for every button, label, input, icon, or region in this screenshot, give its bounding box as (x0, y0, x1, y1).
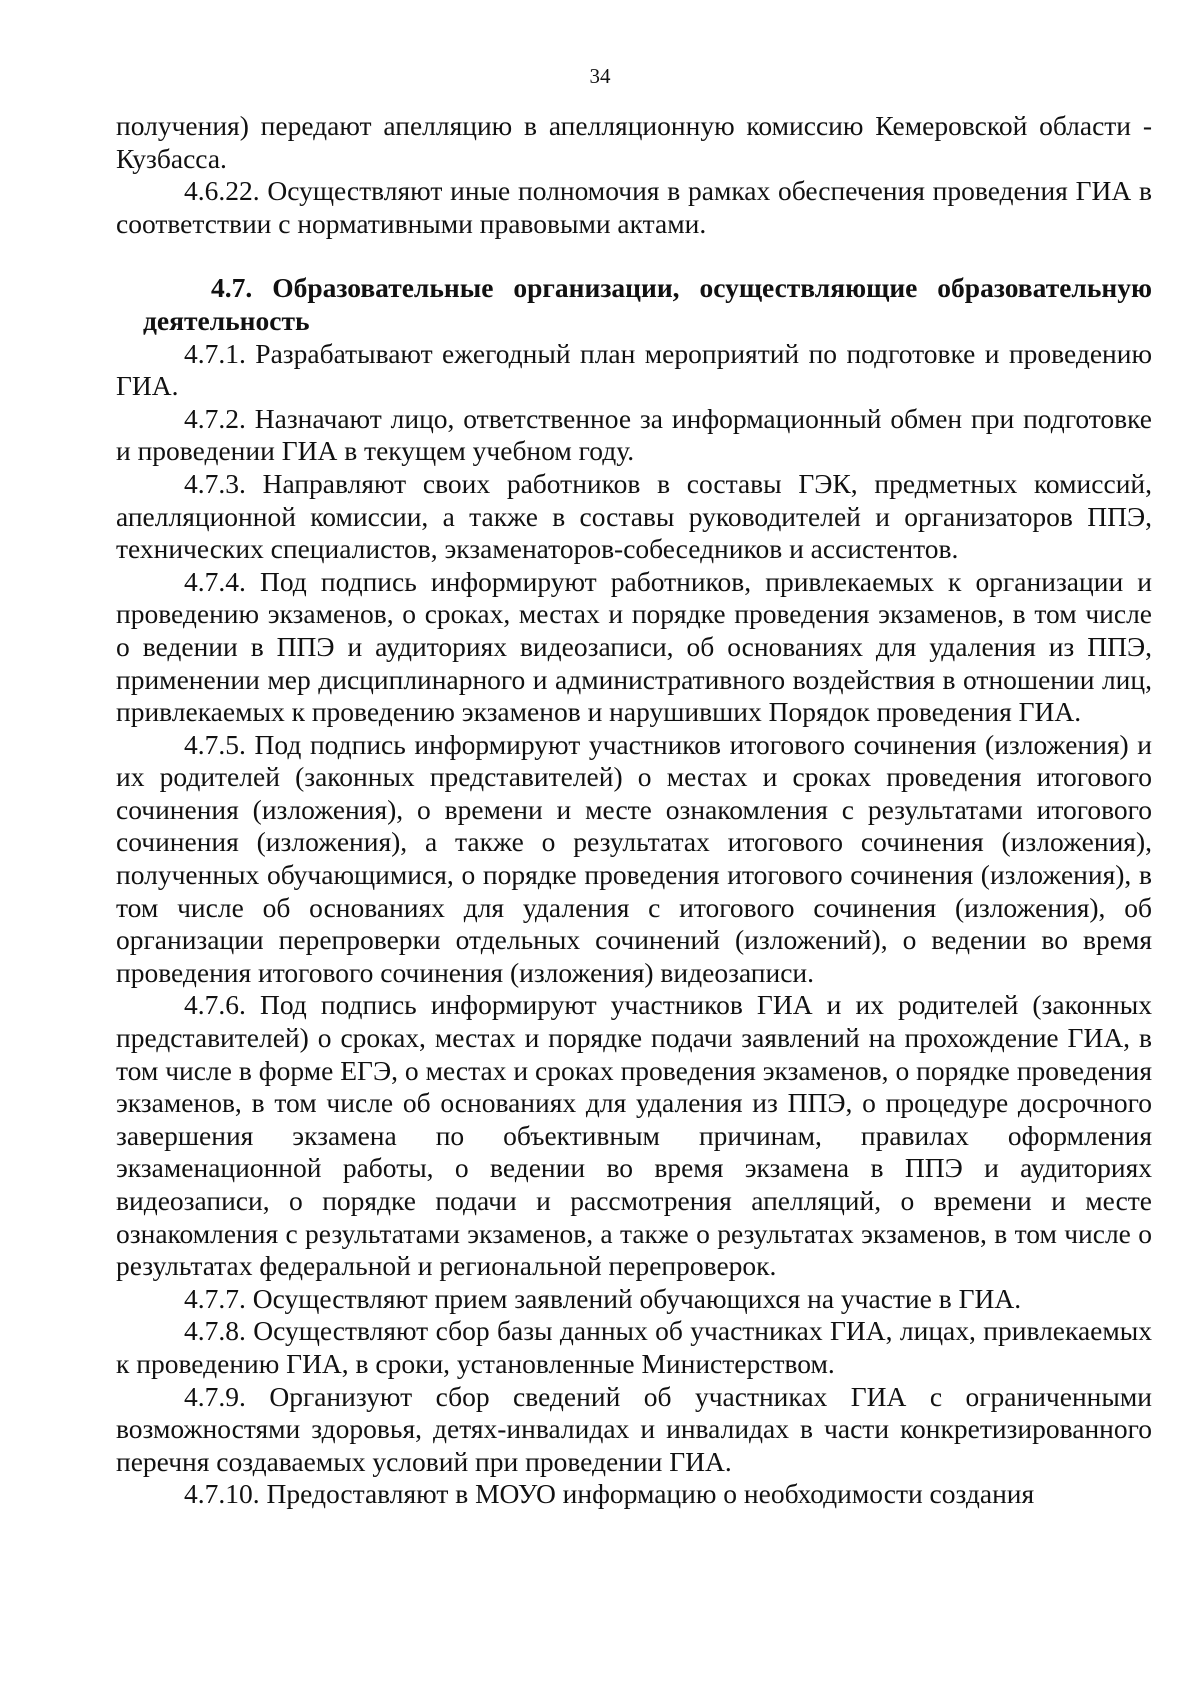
paragraph-4-7-3: 4.7.3. Направляют своих работников в составы ГЭК, предметных комиссий, апелляционной комиссии, а также в составы руководителей и организаторов ППЭ, технических специалистов, экзаменаторов-собеседников и ассистентов. (116, 467, 1152, 565)
page-number: 34 (589, 64, 611, 88)
paragraph-4-7-7: 4.7.7. Осуществляют прием заявлений обучающихся на участие в ГИА. (184, 1282, 1022, 1314)
section-heading-4-7: 4.7. Образовательные организации, осуществляющие образовательную деятельность (143, 272, 1152, 336)
paragraph-4-7-5: 4.7.5. Под подпись информируют участников итогового сочинения (изложения) и их родителей (законных представителей) о местах и сроках проведения итогового сочинения (изложения), о времени и месте ознакомления с результатами итогового сочинения (изложения), а также о результатах итогового сочинения (изложения), полученных обучающимися, о порядке проведения итогового сочинения (изложения), в том числе об основаниях для удаления с итогового сочинения (изложения), об организации перепроверки отдельных сочинений (изложений), о ведении во время проведения итогового сочинения (изложения) видеозаписи. (116, 728, 1152, 988)
paragraph-4-7-9: 4.7.9. Организуют сбор сведений об участниках ГИА с ограниченными возможностями здоровья, детях-инвалидах и инвалидах в части конкретизированного перечня создаваемых условий при проведении ГИА. (116, 1380, 1152, 1477)
paragraph-4-7-2: 4.7.2. Назначают лицо, ответственное за информационный обмен при подготовке и проведении ГИА в текущем учебном году. (116, 402, 1152, 467)
paragraph-4-7-10: 4.7.10. Предоставляют в МОУО информацию о необходимости создания (184, 1478, 1035, 1510)
paragraph-4-6-22: 4.6.22. Осуществляют иные полномочия в рамках обеспечения проведения ГИА в соответствии с нормативными правовыми актами. (116, 175, 1152, 239)
paragraph-4-7-1: 4.7.1. Разрабатывают ежегодный план мероприятий по подготовке и проведению ГИА. (116, 337, 1152, 402)
paragraph-4-7-8: 4.7.8. Осуществляют сбор базы данных об участниках ГИА, лицах, привлекаемых к проведению ГИА, в сроки, установленные Министерством. (116, 1315, 1152, 1379)
document-body (116, 110, 1152, 1511)
paragraph-4-7-6: 4.7.6. Под подпись информируют участников ГИА и их родителей (законных представителей) о сроках, местах и порядке подачи заявлений на прохождение ГИА, в том числе в форме ЕГЭ, о местах и сроках проведения экзаменов, о порядке проведения экзаменов, в том числе об основаниях для удаления из ППЭ, о процедуре досрочного завершения экзамена по объективным причинам, правилах оформления экзаменационной работы, о ведении во время экзамена в ППЭ и аудиториях видеозаписи, о порядке подачи и рассмотрения апелляций, о времени и месте ознакомления с результатами экзаменов, а также о результатах экзаменов, в том числе о результатах федеральной и региональной перепроверок. (116, 989, 1152, 1282)
paragraph-continuation: получения) передают апелляцию в апелляционную комиссию Кемеровской области - Кузбасса. (116, 110, 1152, 174)
paragraph-4-7-4: 4.7.4. Под подпись информируют работников, привлекаемых к организации и проведению экзаменов, о сроках, местах и порядке проведения экзаменов, в том числе о ведении в ППЭ и аудиториях видеозаписи, об основаниях для удаления из ППЭ, применении мер дисциплинарного и административного воздействия в отношении лиц, привлекаемых к проведению экзаменов и нарушивших Порядок проведения ГИА. (116, 565, 1152, 728)
